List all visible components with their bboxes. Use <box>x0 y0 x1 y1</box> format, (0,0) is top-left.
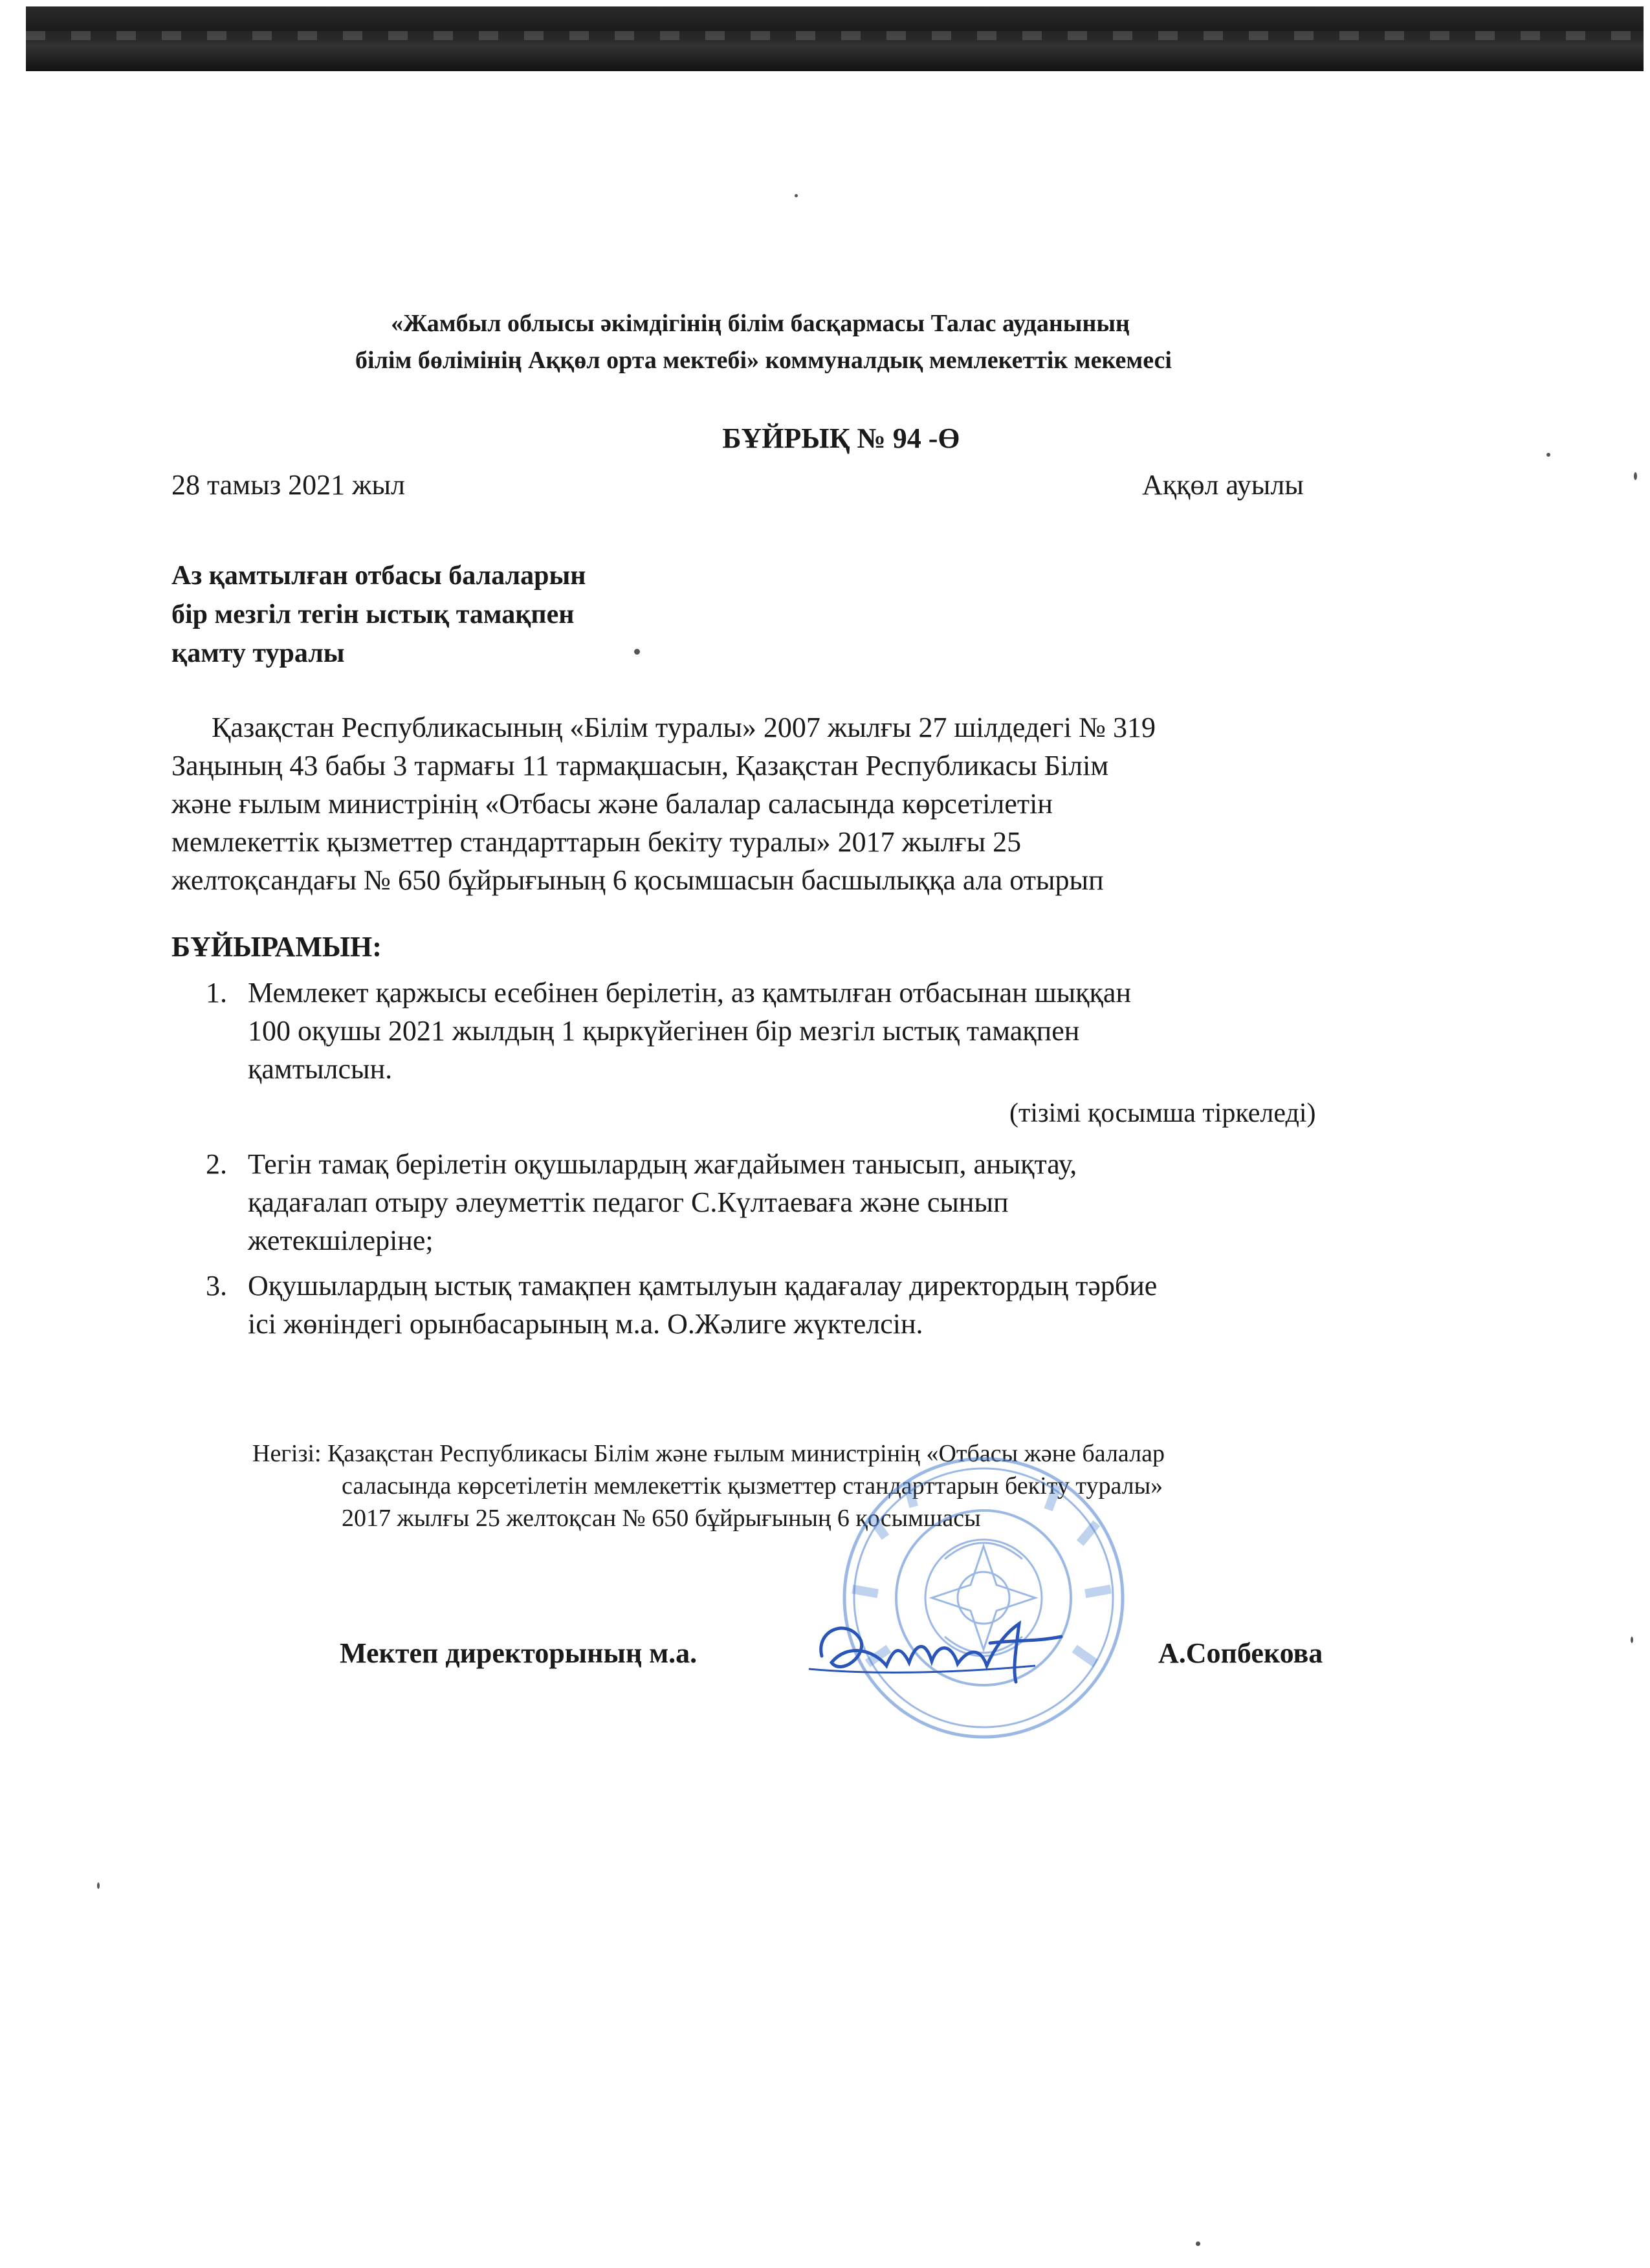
basis-line-1: Негізі: Қазақстан Республикасы Білім және ғылым министрінің «Отбасы және балалар <box>252 1440 1165 1467</box>
order-word: БҰЙЫРАМЫН: <box>171 931 382 963</box>
list-item-number: 2. <box>206 1148 227 1180</box>
header-line-2: білім бөлімінің Аққөл орта мектебі» коммуналдық мемлекеттік мекемесі <box>355 347 1172 374</box>
scan-speck <box>1196 2241 1200 2246</box>
order-title: БҰЙРЫҚ № 94 -Ө <box>722 422 960 454</box>
preamble-line-2: Заңының 43 бабы 3 тармағы 11 тармақшасын, Қазақстан Республикасы Білім <box>171 750 1109 781</box>
preamble-paragraph <box>171 708 1472 899</box>
order-place: Аққөл ауылы <box>1142 469 1304 501</box>
subject-line-1: Аз қамтылған отбасы балаларын <box>171 561 586 591</box>
scan-speck <box>634 649 640 655</box>
list-item-line: Оқушылардың ыстық тамақпен қамтылуын қадағалау директордың тәрбие <box>248 1270 1158 1302</box>
signatory-title: Мектеп директорының м.а. <box>340 1637 698 1669</box>
scan-speck <box>97 1882 100 1889</box>
list-item-line: Тегін тамақ берілетін оқушылардың жағдайымен танысып, анықтау, <box>248 1148 1077 1180</box>
preamble-line-3: және ғылым министрінің «Отбасы және балалар саласында көрсетілетін <box>171 788 1053 820</box>
scan-speck <box>1546 453 1550 457</box>
basis-line-3: 2017 жылғы 25 желтоқсан № 650 бұйрығының 6 қосымшасы <box>342 1505 981 1532</box>
list-item-number: 3. <box>206 1270 227 1302</box>
round-seal-stamp <box>835 1449 1132 1747</box>
header-line-1: «Жамбыл облысы әкімдігінің білім басқармасы Талас ауданының <box>391 310 1130 337</box>
scan-speck <box>795 194 798 197</box>
list-item-line: қамтылсын. <box>248 1053 393 1085</box>
order-date: 28 тамыз 2021 жыл <box>171 469 406 501</box>
list-item-number: 1. <box>206 977 227 1009</box>
scan-speck <box>1631 1637 1633 1643</box>
signatory-name: А.Сопбекова <box>1158 1637 1323 1669</box>
preamble-line-1: Қазақстан Республикасының «Білім туралы» 2007 жылғы 27 шілдедегі № 319 <box>212 712 1156 743</box>
scan-edge-bar <box>26 6 1644 71</box>
handwritten-signature <box>802 1604 1074 1701</box>
list-item-line: Мемлекет қаржысы есебінен берілетін, аз қамтылған отбасынан шыққан <box>248 977 1131 1009</box>
basis-line-2: саласында көрсетілетін мемлекеттік қызметтер стандарттарын бекіту туралы» <box>342 1472 1163 1499</box>
preamble-line-4: мемлекеттік қызметтер стандарттарын бекіту туралы» 2017 жылғы 25 <box>171 826 1022 858</box>
order-subject <box>171 556 754 673</box>
preamble-line-5: желтоқсандағы № 650 бұйрығының 6 қосымшасын басшылыққа ала отырып <box>171 864 1104 896</box>
attachment-note: (тізімі қосымша тіркеледі) <box>1009 1098 1316 1128</box>
list-item-line: 100 оқушы 2021 жылдың 1 қыркүйегінен бір мезгіл ыстық тамақпен <box>248 1015 1080 1047</box>
list-item-line: жетекшілеріне; <box>248 1225 434 1256</box>
subject-line-3: қамту туралы <box>171 638 345 668</box>
subject-line-2: бір мезгіл тегін ыстық тамақпен <box>171 600 575 629</box>
list-item-line: ісі жөніндегі орынбасарының м.а. О.Жәлиге жүктелсін. <box>248 1308 923 1340</box>
scan-speck <box>1634 472 1637 480</box>
list-item-line: қадағалап отыру әлеуметтік педагог С.Күлтаеваға және сынып <box>248 1186 1009 1218</box>
